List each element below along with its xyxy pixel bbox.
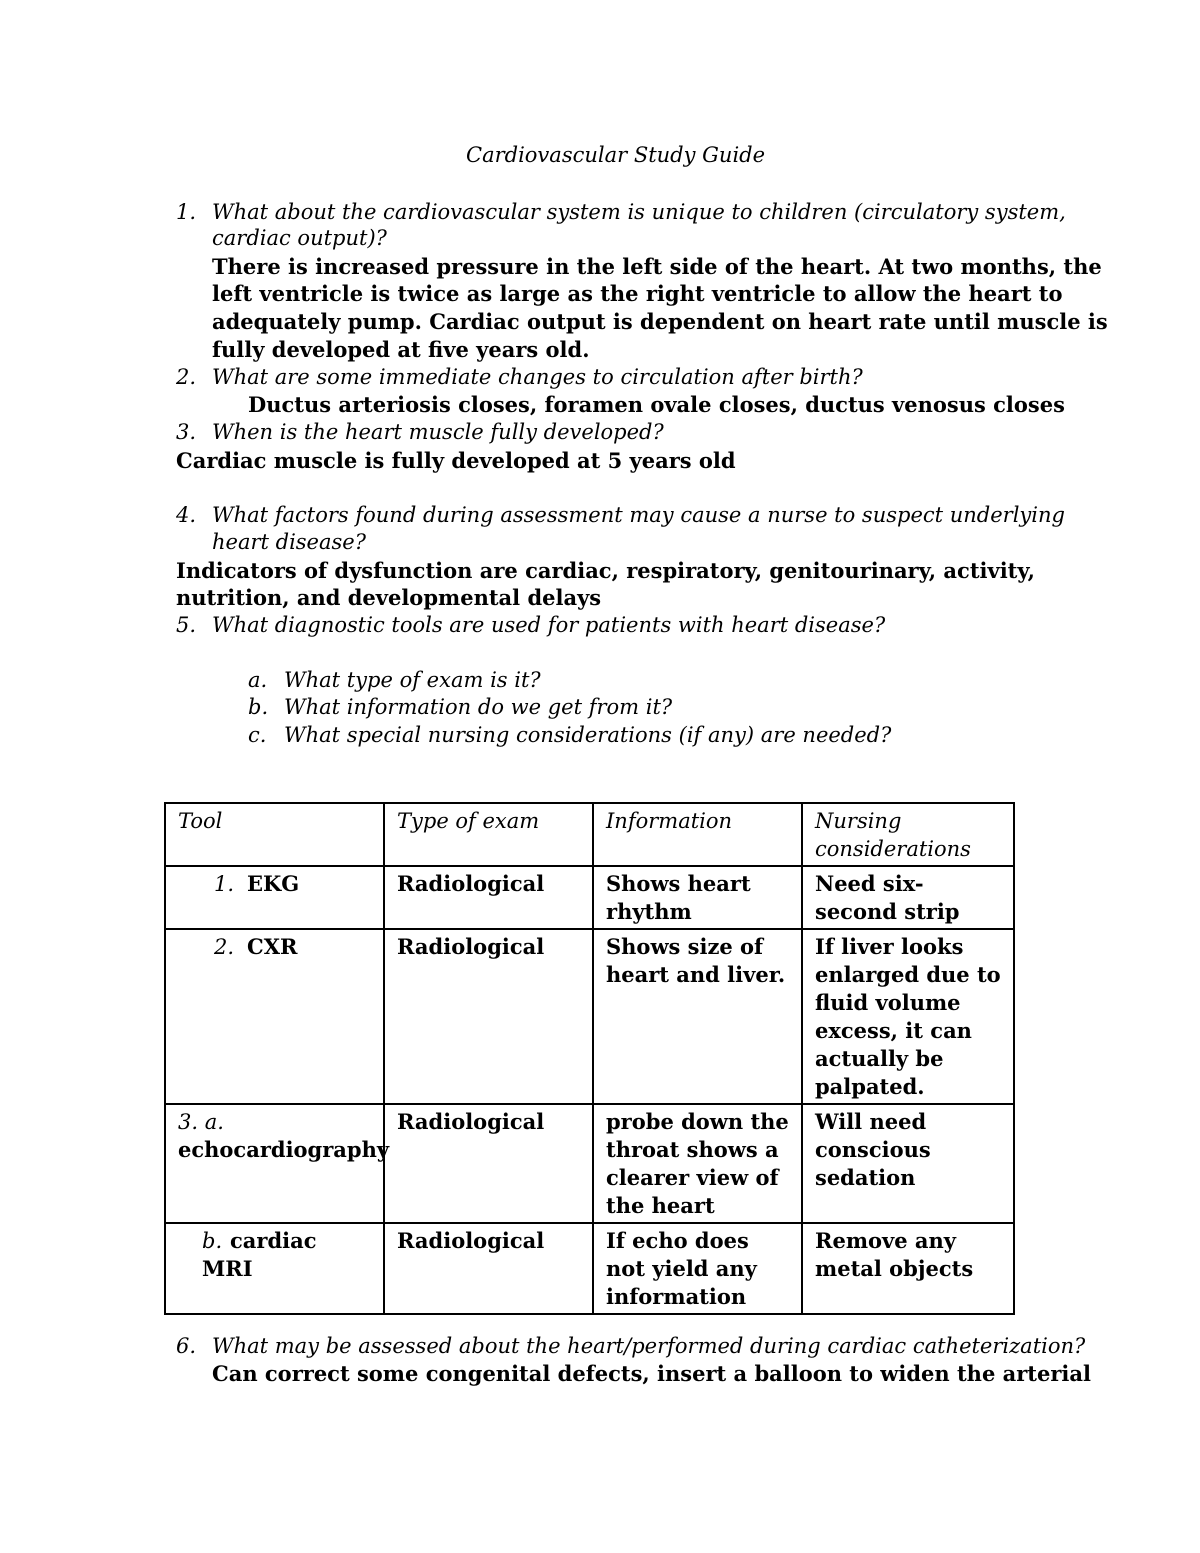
q3-answer: Cardiac muscle is fully developed at 5 years old bbox=[176, 448, 736, 473]
tool-cell bbox=[165, 1223, 384, 1314]
header-information: Information bbox=[593, 803, 802, 866]
type-cell: Radiological bbox=[384, 1104, 593, 1223]
q1-answer-line4: fully developed at five years old. bbox=[212, 337, 590, 362]
info-cell: probe down the throat shows a clearer view of the heart bbox=[593, 1104, 802, 1223]
diagnostic-tools-table bbox=[164, 802, 1015, 1315]
tool-cell bbox=[165, 929, 384, 1104]
tool-name: CXR bbox=[247, 934, 298, 959]
q4-answer-line1: Indicators of dysfunction are cardiac, respiratory, genitourinary, activity, bbox=[176, 558, 1035, 583]
type-cell: Radiological bbox=[384, 866, 593, 929]
q5-sub-c-letter: c. bbox=[248, 723, 267, 747]
type-cell: Radiological bbox=[384, 1223, 593, 1314]
table-row bbox=[165, 1104, 1014, 1223]
tool-cell bbox=[165, 866, 384, 929]
header-tool: Tool bbox=[165, 803, 384, 866]
q5-sub-b-letter: b. bbox=[248, 695, 269, 719]
nursing-cell: Remove any metal objects bbox=[802, 1223, 1014, 1314]
q3-number: 3. bbox=[176, 420, 197, 444]
q3-question: When is the heart muscle fully developed? bbox=[212, 420, 664, 444]
q5-sub-a-text: What type of exam is it? bbox=[284, 668, 541, 692]
nursing-cell: If liver looks enlarged due to fluid volume excess, it can actually be palpated. bbox=[802, 929, 1014, 1104]
q2-number: 2. bbox=[176, 365, 197, 389]
info-cell: Shows heart rhythm bbox=[593, 866, 802, 929]
page-title: Cardiovascular Study Guide bbox=[466, 143, 766, 167]
header-nursing: Nursing considerations bbox=[802, 803, 1014, 866]
q4-question-line1: What factors found during assessment may cause a nurse to suspect underlying bbox=[212, 503, 1065, 527]
tool-number: 3. a. bbox=[178, 1110, 224, 1134]
table-row bbox=[165, 866, 1014, 929]
info-cell: If echo does not yield any information bbox=[593, 1223, 802, 1314]
q1-answer-line1: There is increased pressure in the left side of the heart. At two months, the bbox=[212, 254, 1102, 279]
q5-question: What diagnostic tools are used for patients with heart disease? bbox=[212, 613, 886, 637]
q6-number: 6. bbox=[176, 1334, 197, 1358]
nursing-cell: Will need conscious sedation bbox=[802, 1104, 1014, 1223]
q6-answer: Can correct some congenital defects, insert a balloon to widen the arterial bbox=[212, 1361, 1091, 1386]
q2-question: What are some immediate changes to circulation after birth? bbox=[212, 365, 863, 389]
tool-number: 2. bbox=[214, 935, 235, 959]
tool-name: cardiac MRI bbox=[202, 1228, 317, 1281]
q1-answer-line3: adequately pump. Cardiac output is dependent on heart rate until muscle is bbox=[212, 309, 1108, 334]
tool-name: echocardiography bbox=[178, 1137, 390, 1162]
q4-answer-line2: nutrition, and developmental delays bbox=[176, 585, 602, 610]
tool-name: EKG bbox=[247, 871, 300, 896]
header-type: Type of exam bbox=[384, 803, 593, 866]
table-row bbox=[165, 929, 1014, 1104]
q1-answer-line2: left ventricle is twice as large as the right ventricle to allow the heart to bbox=[212, 281, 1063, 306]
nursing-cell: Need six-second strip bbox=[802, 866, 1014, 929]
table-header-row bbox=[165, 803, 1014, 866]
q2-answer: Ductus arteriosis closes, foramen ovale closes, ductus venosus closes bbox=[248, 392, 1065, 417]
tool-number: 1. bbox=[214, 872, 235, 896]
q5-sub-c-text: What special nursing considerations (if any) are needed? bbox=[284, 723, 892, 747]
q1-number: 1. bbox=[176, 200, 197, 224]
q6-question: What may be assessed about the heart/performed during cardiac catheterization? bbox=[212, 1334, 1086, 1358]
q4-question-line2: heart disease? bbox=[212, 530, 366, 554]
q5-sub-b-text: What information do we get from it? bbox=[284, 695, 673, 719]
q5-number: 5. bbox=[176, 613, 197, 637]
table-row bbox=[165, 1223, 1014, 1314]
tool-number: b. bbox=[202, 1229, 223, 1253]
tool-cell bbox=[165, 1104, 390, 1223]
q1-question-line2: cardiac output)? bbox=[212, 226, 387, 250]
q1-question-line1: What about the cardiovascular system is unique to children (circulatory system, bbox=[212, 200, 1066, 224]
q5-sub-a-letter: a. bbox=[248, 668, 268, 692]
q4-number: 4. bbox=[176, 503, 197, 527]
type-cell: Radiological bbox=[384, 929, 593, 1104]
info-cell: Shows size of heart and liver. bbox=[593, 929, 802, 1104]
